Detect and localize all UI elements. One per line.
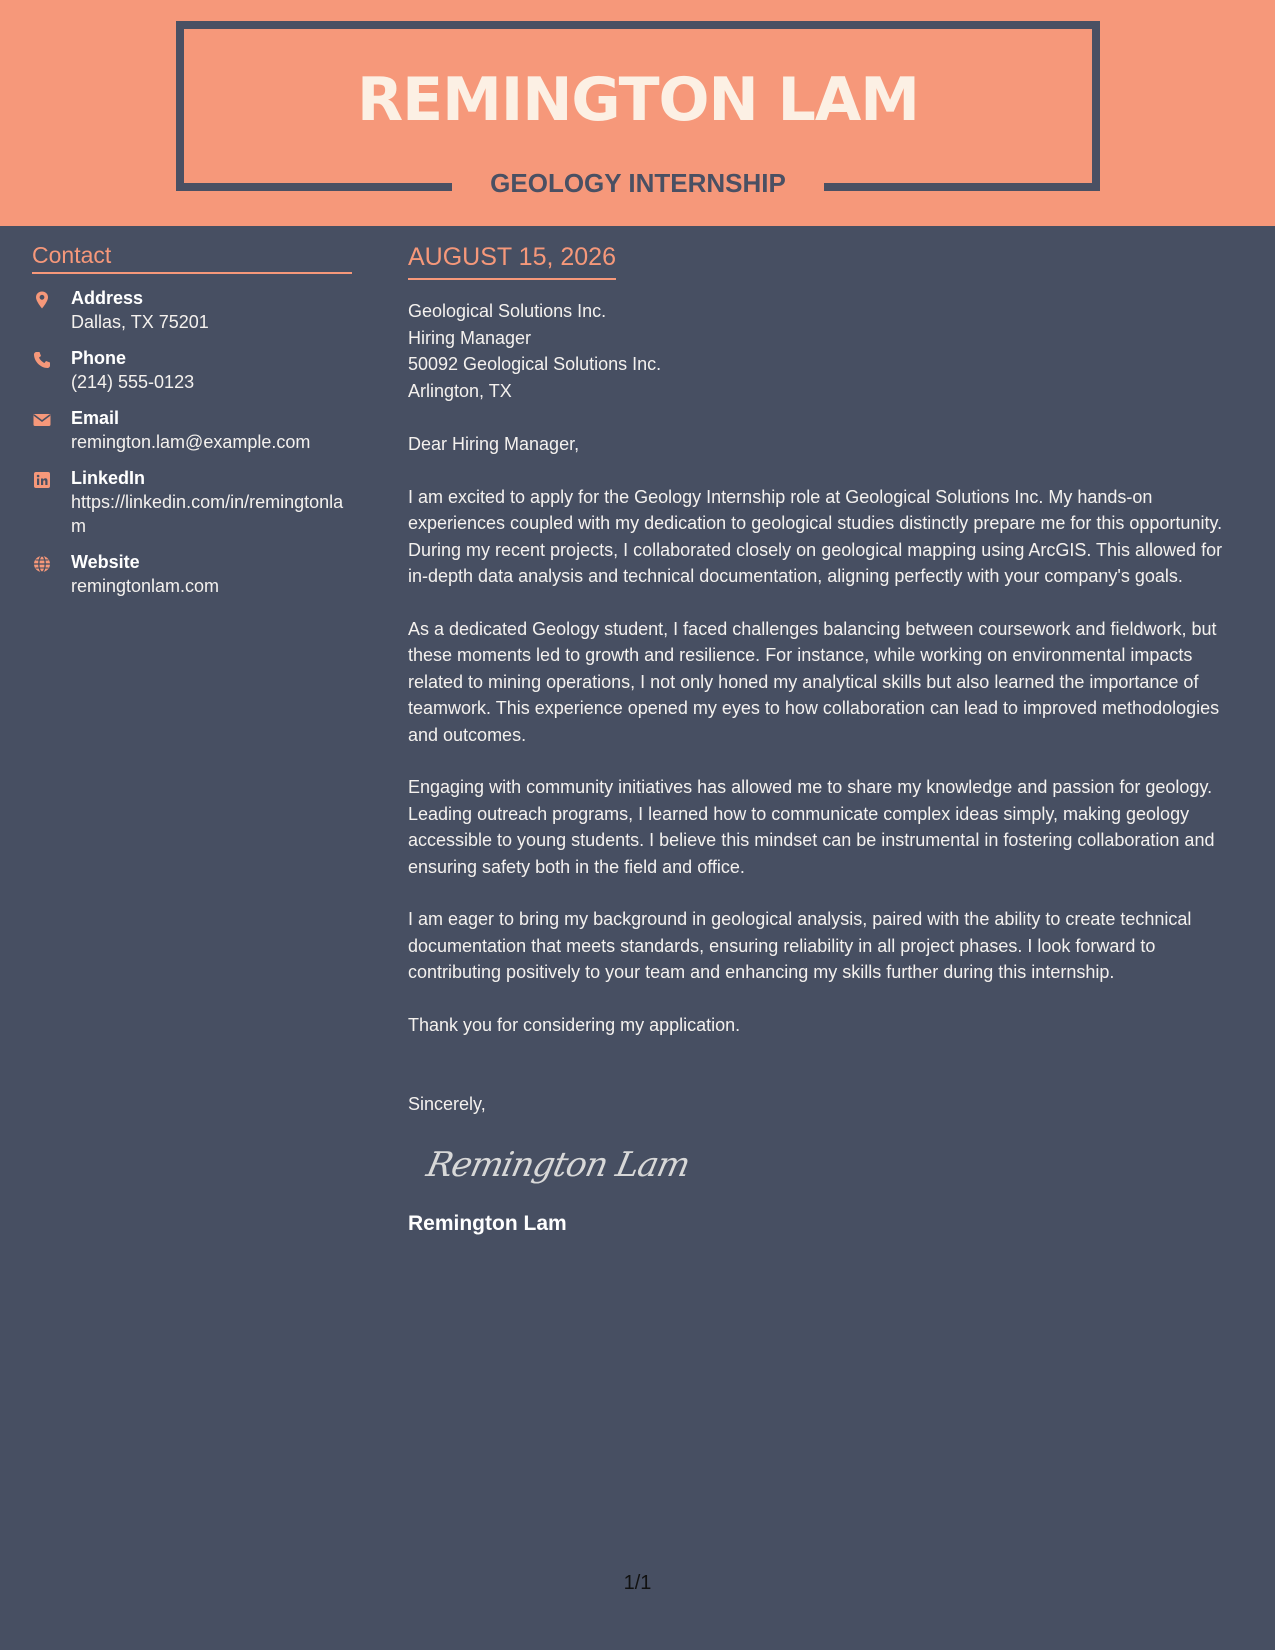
phone-value: (214) 555-0123 — [71, 372, 195, 392]
contact-sidebar — [32, 240, 352, 610]
body-paragraph: Thank you for considering my application. — [408, 1014, 741, 1035]
body-paragraph: As a dedicated Geology student, I faced challenges balancing between coursework and fieldwork, but these moments led to growth and resilience. For instance, while working on environmental impacts related to mining operations, I not only honed my analytical skills but also learned the importance of teamwork. This experience opened my eyes to how collaboration can lead to improved methodologies and outcomes. — [408, 618, 1220, 745]
address-label: Address — [71, 288, 144, 308]
email-label: Email — [71, 408, 120, 428]
frame-border-top — [176, 21, 1100, 29]
email-value: remington.lam@example.com — [71, 432, 311, 452]
linkedin-value[interactable]: https://linkedin.com/in/remingtonlam — [71, 492, 344, 536]
recipient-block — [408, 298, 1238, 404]
recipient-line: Arlington, TX — [408, 380, 512, 401]
recipient-line: Hiring Manager — [408, 327, 532, 348]
body-paragraph: I am excited to apply for the Geology Internship role at Geological Solutions Inc. My hands-on experiences coupled with my dedication to geological studies distinctly prepare me for this opportunity. During my recent projects, I collaborated closely on geological mapping using ArcGIS. This allowed for in-depth data analysis and technical documentation, aligning perfectly with your company's goals. — [408, 486, 1223, 586]
linkedin-label: LinkedIn — [71, 468, 146, 488]
letter-date: AUGUST 15, 2026 — [408, 240, 616, 280]
contact-heading: Contact — [32, 240, 352, 274]
applicant-name: REMINGTON LAM — [356, 65, 920, 135]
job-title: GEOLOGY INTERNSHIP — [490, 168, 786, 198]
handwritten-signature: Remington Lam — [423, 1144, 694, 1185]
contact-item-address — [32, 286, 352, 334]
salutation: Dear Hiring Manager, — [408, 434, 580, 454]
website-label: Website — [71, 552, 140, 572]
contact-item-phone — [32, 346, 352, 394]
body-paragraph: I am eager to bring my background in geological analysis, paired with the ability to create technical documentation that meets standards, ensuring reliability in all project phases. I look forward to contributing positively to your team and enhancing my skills further during this internship. — [408, 909, 1192, 982]
recipient-line: 50092 Geological Solutions Inc. — [408, 354, 662, 374]
page-number: 1/1 — [623, 1572, 652, 1594]
letter-body — [408, 240, 1238, 1238]
contact-item-website — [32, 550, 352, 598]
website-value[interactable]: remingtonlam.com — [71, 576, 220, 596]
frame-border-left — [176, 21, 184, 191]
phone-label: Phone — [71, 348, 127, 368]
header-banner — [0, 0, 1275, 226]
recipient-line: Geological Solutions Inc. — [408, 301, 607, 321]
phone-icon — [32, 350, 52, 370]
address-value: Dallas, TX 75201 — [71, 312, 209, 332]
signer-name: Remington Lam — [408, 1211, 567, 1235]
globe-icon — [32, 554, 52, 574]
envelope-icon — [32, 410, 52, 430]
linkedin-icon — [32, 470, 52, 490]
frame-border-bottom-left — [176, 183, 452, 191]
closing: Sincerely, — [408, 1094, 486, 1114]
body-paragraph: Engaging with community initiatives has allowed me to share my knowledge and passion for geology. Leading outreach programs, I learned how to communicate complex ideas simply, making geology accessible to young students. I believe this mindset can be instrumental in fostering collaboration and ensuring safety both in the field and office. — [408, 777, 1215, 877]
frame-border-bottom-right — [824, 183, 1100, 191]
frame-border-right — [1092, 21, 1100, 191]
contact-item-linkedin — [32, 466, 352, 538]
contact-item-email — [32, 406, 352, 454]
map-pin-icon — [32, 290, 52, 310]
